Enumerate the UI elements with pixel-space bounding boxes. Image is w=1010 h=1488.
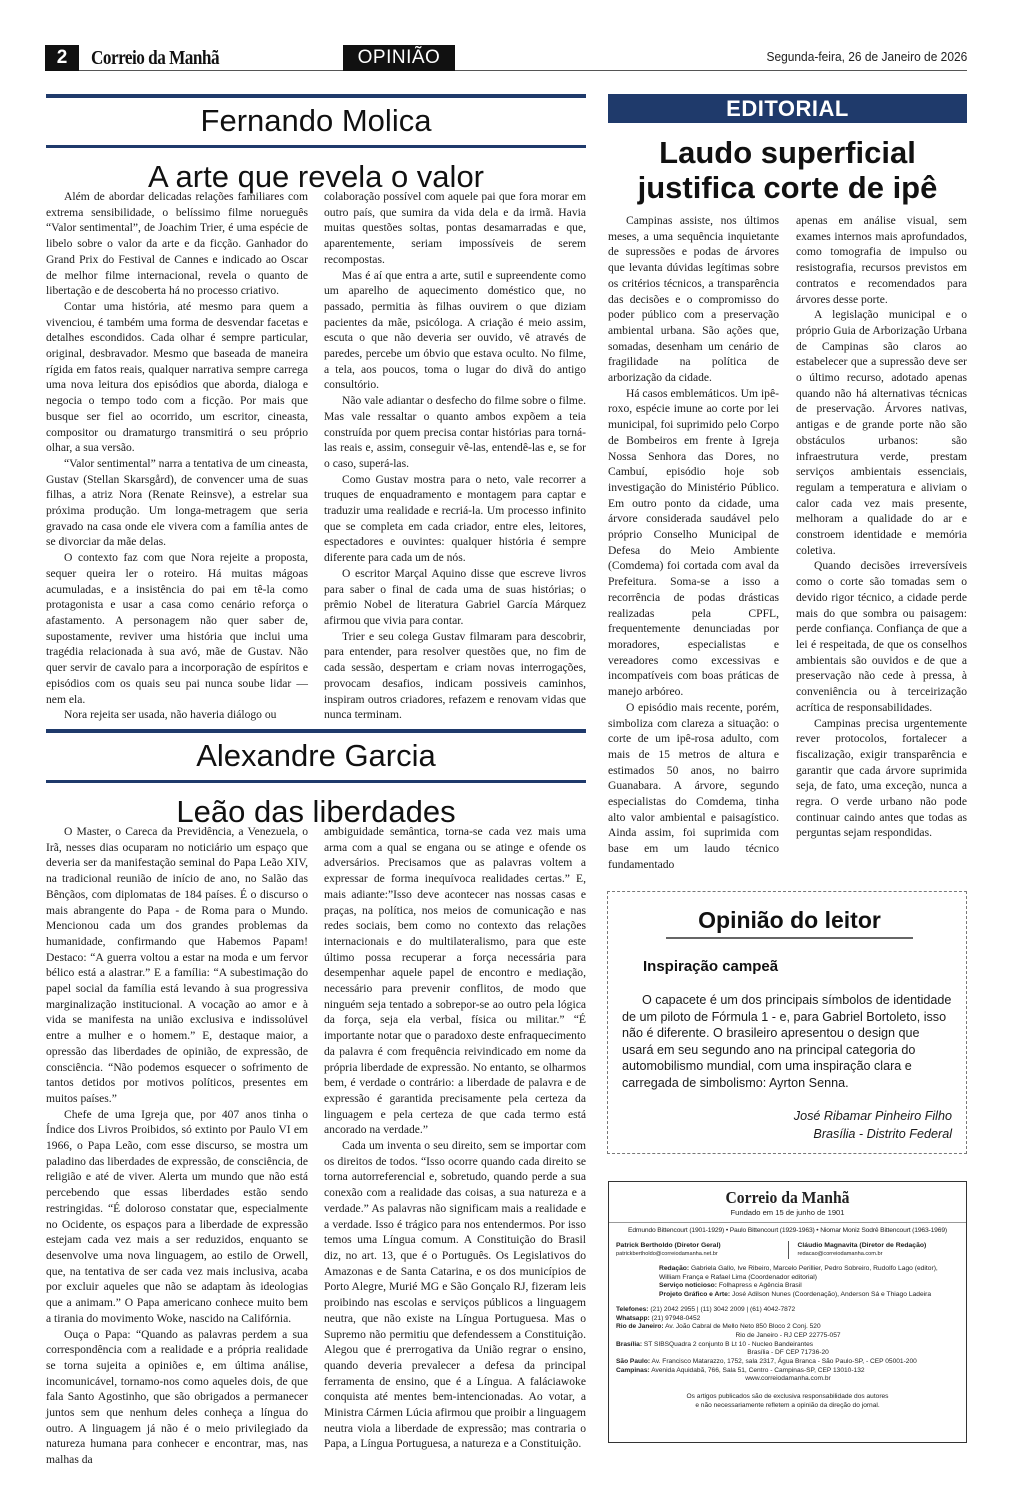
paragraph: Chefe de uma Igreja que, por 407 anos tinha o Índice dos Livros Proibidos, só extinto por Paulo VI em 1966, o Papa Leão, com esse discurso, se mostra um paladino das liberdades de expressão, de consciência, de religião e até de viver. Alerta um mundo que não está percebendo que essas liberdades estão sendo restringidas. “É doloroso constatar que, especialmente no Ocidente, os espaços para a liberdade de expressão estejam cada vez mais a ser reduzidos, enquanto se desenvolve uma nova linguagem, ao estilo de Orwell, que, na tentativa de ser cada vez mais inclusiva, acaba por excluir aqueles que não se adaptam às ideologias que a animam.” O Papa americano conhece muito bem a tirania do movimento Woke, nascido na Califórnia. xyxy=(46,1107,308,1325)
paragraph: Como Gustav mostra para o neto, vale recorrer a truques de enquadramento e montagem para captar e traduzir uma realidade e recriá-la. Um processo infinito que se completa em cada criador, entre eles, leitores, espectadores e ouvintes: qualquer história é sempre diferente para cada um de nós. xyxy=(324,472,586,565)
address-rio-line2: Rio de Janeiro - RJ CEP 22775-057 xyxy=(735,1331,841,1339)
website-link[interactable]: www.correiodamanha.com.br xyxy=(745,1375,831,1383)
historic-owners: Edmundo Bittencourt (1901-1929) • Paulo Bittencourt (1929-1963) • Niomar Moniz Sodrê Bittencourt (1963-1969) xyxy=(609,1222,966,1236)
paragraph: Campinas precisa urgentemente rever protocolos, fortalecer a fiscalização, exigir transparência e garantir que cada árvore suprimida seja, de fato, uma exceção, nunca a regra. O verde urbano não pode continuar caindo antes que todas as perguntas sejam respondidas. xyxy=(796,716,967,840)
contact-list xyxy=(609,1306,966,1384)
director-email[interactable]: patrickbertholdo@correiodamanha.net.br xyxy=(616,1251,718,1257)
staff-line: Projeto Gráfico e Arte: José Adilson Nunes (Coordenação), Anderson Sá e Thiago Ladeira xyxy=(659,1291,932,1299)
founded-date: Fundado em 15 de junho de 1901 xyxy=(730,1208,845,1217)
paper-logo: Correio da Manhã xyxy=(91,47,220,69)
issue-date: Segunda-feira, 26 de Janeiro de 2026 xyxy=(766,49,967,64)
director-general xyxy=(609,1241,788,1259)
author-name: Alexandre Garcia xyxy=(196,738,436,773)
text-column-right xyxy=(796,213,967,873)
paragraph: colaboração possível com aquele pai que fora morar em outro país, que sumira da vida dela e da irmã. Havia muitas questões soltas, pontas desamarradas e que, aparentemente, seriam impossíveis de serem recompostas. xyxy=(324,190,586,266)
reader-letter-title: Inspiração campeã xyxy=(643,958,779,975)
paragraph: Nora rejeita ser usada, não haveria diálogo ou xyxy=(64,708,277,722)
paragraph: O contexto faz com que Nora rejeite a proposta, sequer queira ler o roteiro. Há muitas mágoas acumuladas, e a insistência do pai em tê-la como protagonista e usar a casa como cenário reforça o afastamento. A personagem não quer saber de, supostamente, reviver uma história que inclui uma tragédia relacionada à sua avó, mãe de Gustav. Não quer servir de cavalo para a incorporação de espíritos e episódios com os quais seu pai nunca soube lidar — nem ela. xyxy=(46,551,308,706)
paragraph: Trier e seu colega Gustav filmaram para descobrir, para entender, para resolver questões que, no fim de cada sessão, despertam e criam novas interrogações, provocam desafios, indicam possiveis caminhos, inspiram outros criadores, refazem e renovam vidas que nunca terminam. xyxy=(324,629,586,722)
section-tag: OPINIÃO xyxy=(343,45,455,71)
text-column-right xyxy=(324,189,586,723)
director-name: Patrick Bertholdo (Diretor Geral) xyxy=(616,1242,721,1249)
reader-opinion-box xyxy=(607,891,967,1154)
article-body xyxy=(46,824,586,1468)
paragraph: Ouça o Papa: “Quando as palavras perdem a sua correspondência com a realidade e a própria realidade se torna sujeita a opiniões e, em última análise, incomunicável, tornamo-nos como aqueles dois, de que fala Santo Agostinho, que são obrigados a permanecer juntos sem que nenhum deles conheça a língua do outro. A linguagem já não é o meio privilegiado da natureza humana para conhecer e encontrar, mas, nas malhas da xyxy=(46,1327,308,1467)
paragraph: Quando decisões irreversíveis como o corte são tomadas sem o devido rigor técnico, a cidade perde mais do que sombra ou paisagem: perde confiança. Confiança de que a lei é respeitada, de que os conselhos ambientais são ouvidos e de que a preservação não cede à pressa, à conveniência ou à terceirização acrítica de responsabilidades. xyxy=(796,559,967,714)
page-number: 2 xyxy=(45,45,79,71)
text-column-left xyxy=(46,189,308,723)
author-name: Fernando Molica xyxy=(200,103,432,138)
editorial-title-line2: justifica corte de ipê xyxy=(637,170,938,205)
paragraph: O episódio mais recente, porém, simboliza com clareza a situação: o corte de um ipê-rosa adulto, com mais de 15 metros de altura e estimados 50 anos, no bairro Guanabara. A árvore, segundo especialistas do Comdema, tinha alto valor ambiental e paisagístico. Ainda assim, foi suprimida com base em um laudo técnico fundamentado xyxy=(608,700,779,871)
divider xyxy=(46,780,586,783)
reader-location: Brasília - Distrito Federal xyxy=(813,1127,952,1141)
disclaimer: Os artigos publicados são de exclusiva responsabilidade dos autores e não necessariamente refletem a opinião da direção do jornal. xyxy=(686,1393,889,1410)
text-column-left xyxy=(608,213,779,873)
editorial-title xyxy=(608,135,967,205)
reader-opinion-heading: Opinião do leitor xyxy=(666,905,913,939)
paragraph: O Master, o Careca da Previdência, a Venezuela, o Irã, nesses dias ocuparam no noticiário um espaço que deveria ser da manifestação seminal do Papa Leão XIV, na tradicional reunião de início de ano, no Salão das Bênçãos, com diplomatas de 184 países. É o discurso o mais abrangente do Papa - de Roma para o Mundo. Mencionou cada um dos grandes problemas da humanidade, confirmando que Habemos Papam! Destaco: “A guerra voltou a estar na moda e um fervor bélico está a alastrar.” E a família: “A subestimação do papel social da família está levando à sua progressiva marginalização institucional. A vocação ao amor e à vida se manifesta na união exclusiva e indissolúvel entre a mulher e o homem.” E, destaque maior, a opressão das liberdades de opinião, de expressão, de consciência. “Não podemos esquecer o sofrimento de tantos detidos por motivos políticos, presentes em muitos países.” xyxy=(46,825,308,1105)
text-column-left xyxy=(46,824,308,1468)
director-name: Cláudio Magnavita (Diretor de Redação) xyxy=(797,1242,927,1249)
phones-line: Telefones: (21) 2042 2955 | (11) 3042 2009 | (61) 4042-7872 xyxy=(616,1305,796,1313)
staff-line: Redação: Gabriela Gallo, Ive Ribeiro, Marcelo Perillier, Pedro Sobreiro, Rudolfo Lago (editor), William França e Rafael Lima (Coordenador editorial) xyxy=(659,1265,938,1281)
text-column-right xyxy=(324,824,586,1468)
masthead xyxy=(45,45,967,71)
paragraph: Há casos emblemáticos. Um ipê-roxo, espécie imune ao corte por lei municipal, foi suprimido pelo Corpo de Bombeiros em frente à Igreja Nossa Senhora das Dores, no Cambuí, episódio hoje sob investigação do Ministério Público. Em outro ponto da cidade, uma árvore considerada saudável pelo próprio Conselho Municipal de Defesa do Meio Ambiente (Comdema) foi cortada com aval da Prefeitura. Soma-se a isso a recorrência de podas drásticas realizadas pela CPFL, frequentemente denunciadas por moradores, especialistas e vereadores como excessivas e incompatíveis com boas práticas de manejo arbóreo. xyxy=(608,386,779,699)
author-header xyxy=(46,729,586,832)
reader-letter-body: O capacete é um dos principais símbolos de identidade de um piloto de Fórmula 1 - e, para Gabriel Bortoleto, isso não é diferente. O brasileiro apresentou o design que usará em seu segundo ano na principal categoria do automobilismo mundial, com uma inspiração clara e carregada de simbolismo: Ayrton Senna. xyxy=(622,993,952,1090)
director-editorial xyxy=(788,1241,967,1259)
address-campinas: Campinas: Avenida Aquidabã, 766, Sala 51, Centro - Campinas-SP, CEP 13010-132 xyxy=(616,1366,865,1374)
address-brasilia: Brasília: ST SIBSQuadra 2 conjunto B Lt 10 - Nucleo Bandeirantes xyxy=(616,1340,814,1348)
editorial-body xyxy=(608,213,967,873)
paragraph: apenas em análise visual, sem exames internos mais aprofundados, como tomografia de impulso ou resistografia, recursos previstos em contratos e recomendados para árvores desse porte. xyxy=(796,214,967,306)
address-sao-paulo: São Paulo: Av. Francisco Matarazzo, 1752, sala 2317, Água Branca - São Paulo-SP, - CEP 05001-200 xyxy=(616,1358,917,1366)
address-rio: Rio de Janeiro: Av. João Cabral de Mello Neto 850 Bloco 2 Conj. 520 xyxy=(616,1323,821,1331)
article-title: Leão das liberdades xyxy=(176,794,456,829)
directors xyxy=(609,1241,966,1259)
paragraph: A legislação municipal e o próprio Guia de Arborização Urbana de Campinas são claros ao estabelecer que a supressão deve ser o último recurso, adotado apenas quando não há alternativas técnicas de preservação. Árvores nativas, antigas e de grande porte não são obstáculos urbanos: são infraestrutura verde, prestam serviços ambientais essenciais, regulam a temperatura e aliviam o calor cada vez mais presente, melhoram a qualidade do ar e constroem identidade e memória coletiva. xyxy=(796,308,967,557)
expediente-box xyxy=(608,1181,967,1443)
paragraph: ambiguidade semântica, torna-se cada vez mais uma arma com a qual se engana ou se atinge e ofende os adversários. Precisamos que as palavras voltem a expressar de forma inequívoca realidades certas.” E, mais adiante:”Isso deve acontecer nas nossas casas e praças, na política, nos meios de comunicação e nas redes sociais, bem como no contexto das relações internacionais e do multilateralismo, para que este último possa recuperar a força necessária para desempenhar aquele papel de encontro e mediação, necessário para prevenir conflitos, de modo que ninguém seja tentado a sobrepor-se ao outro pela lógica da força, seja ela verbal, física ou militar.” “É importante notar que o paradoxo deste enfraquecimento da palavra é com frequência reivindicado em nome da própria liberdade de expressão. No entanto, se olharmos bem, é verdade o contrário: a liberdade de palavra e de expressão é garantida precisamente pela certeza da linguagem e pela certeza de que cada termo está ancorado na verdade.” xyxy=(324,825,586,1137)
paragraph: “Valor sentimental” narra a tentativa de um cineasta, Gustav (Stellan Skarsgård), de convencer uma de suas filhas, a atriz Nora (Renate Reinsve), a estrelar sua próxima produção. Um longa-metragem que seria gravado na casa onde ele vivera com a família antes de se divorciar da mãe delas. xyxy=(46,456,309,549)
editorial-title-line1: Laudo superficial xyxy=(659,135,916,170)
author-header xyxy=(46,94,586,197)
director-email[interactable]: redacao@correiodamanha.com.br xyxy=(797,1251,883,1257)
expediente-logo: Correio da Manhã xyxy=(725,1188,850,1207)
paragraph: Não vale adiantar o desfecho do filme sobre o filme. Mas vale ressaltar o quanto ambos expõem a teia construída por quem precisa contar histórias para torná-las reais e, assim, conseguir vê-las, entendê-las e, se for o caso, superá-las. xyxy=(324,394,586,470)
paragraph: Campinas assiste, nos últimos meses, a uma sequência inquietante de supressões e podas de árvores que levanta dúvidas legítimas sobre os critérios técnicos, a transparência das decisões e o compromisso do poder público com a preservação ambiental urbana. São ações que, somadas, desenham um cenário de fragilidade na política de arborização da cidade. xyxy=(608,214,779,385)
paragraph: Mas é aí que entra a arte, sutil e supreendente como um aparelho de aquecimento doméstico que, no passado, permitia às filhas ouvirem o que diziam pacientes da mãe, psicóloga. A criação é meio assim, escuta o que não deveria ser ouvido, vê através de paredes, percebe um óbvio que estava oculto. No filme, a tela, aos poucos, toma o lugar do divã do antigo consultório. xyxy=(324,268,586,392)
divider xyxy=(46,145,586,148)
paragraph: O escritor Marçal Aquino disse que escreve livros para saber o final de cada uma de suas histórias; o prêmio Nobel de literatura Gabriel García Márquez afirmou que vivia para contar. xyxy=(324,566,586,627)
paragraph: Além de abordar delicadas relações familiares com extrema sensibilidade, o belíssimo filme norueguês “Valor sentimental”, de Joachim Trier, é uma espécie de libelo sobre o valor da arte e da ficção. Ganhador do Grand Prix do Festival de Cannes e indicado ao Oscar de melhor filme internacional, revela o quanto de libertação e de descoberta há no processo criativo. xyxy=(46,190,308,298)
paragraph: Cada um inventa o seu direito, sem se importar com os direitos de todos. “Isso ocorre quando cada direito se torna autorreferencial e, sobretudo, quando perde a sua conexão com a realidade das coisas, a sua natureza e a verdade.” As palavras não significam mais a realidade e a verdade. Isso é trágico para nos entendermos. Por isso temos uma Língua comum. A Constituição do Brasil diz, no art. 13, que é o Português. Os Legislativos do Amazonas e de Santa Catarina, e os dos municípios de Porto Alegre, Murié MG e São Gonçalo RJ, fizeram leis proibindo nas escolas e serviços públicos a linguagem neutra, que não existe na Língua Portuguesa. Mas o Supremo não permitiu que defendessem a Constituição. Alegou que é prerrogativa da União regrar o ensino, quando deveria prevalecer a defesa da principal ferramenta de ensino, que é a Língua. A faláciawoke conquista até mentes bem-intencionadas. Ao votar, a Ministra Cármen Lúcia afirmou que proibir a linguagem neutra viola a liberdade de expressão; mas contraria o Papa, a Língua Portuguesa, a natureza e a Constituição. xyxy=(324,1139,586,1451)
staff-line: Serviço noticioso: Folhapress e Agência Brasil xyxy=(659,1282,802,1290)
reader-signature xyxy=(794,1107,952,1143)
editorial-banner: EDITORIAL xyxy=(608,94,967,123)
address-brasilia-line2: Brasília - DF CEP 71736-20 xyxy=(747,1349,829,1357)
article-body xyxy=(46,189,586,723)
reader-author: José Ribamar Pinheiro Filho xyxy=(793,1109,952,1123)
staff-list xyxy=(609,1265,966,1300)
article-title: A arte que revela o valor xyxy=(147,159,485,194)
paragraph: Contar uma história, até mesmo para quem a vivenciou, é também uma forma de desvendar facetas e detalhes escondidos. Cada olhar é sempre particular, original, desbravador. Mesmo que baseada de maneira rígida em fatos reais, qualquer narrativa sempre carrega uma nova leitura dos episódios que aborda, dialoga e negocia o tempo todo com a ficção. Por mais que busque ser fiel ao ocorrido, um escritor, cineasta, compositor ou dramaturgo transmitirá o seu próprio olhar, a sua versão. xyxy=(46,299,308,455)
whatsapp-line: Whatsapp: (21) 97948-0452 xyxy=(616,1314,701,1322)
